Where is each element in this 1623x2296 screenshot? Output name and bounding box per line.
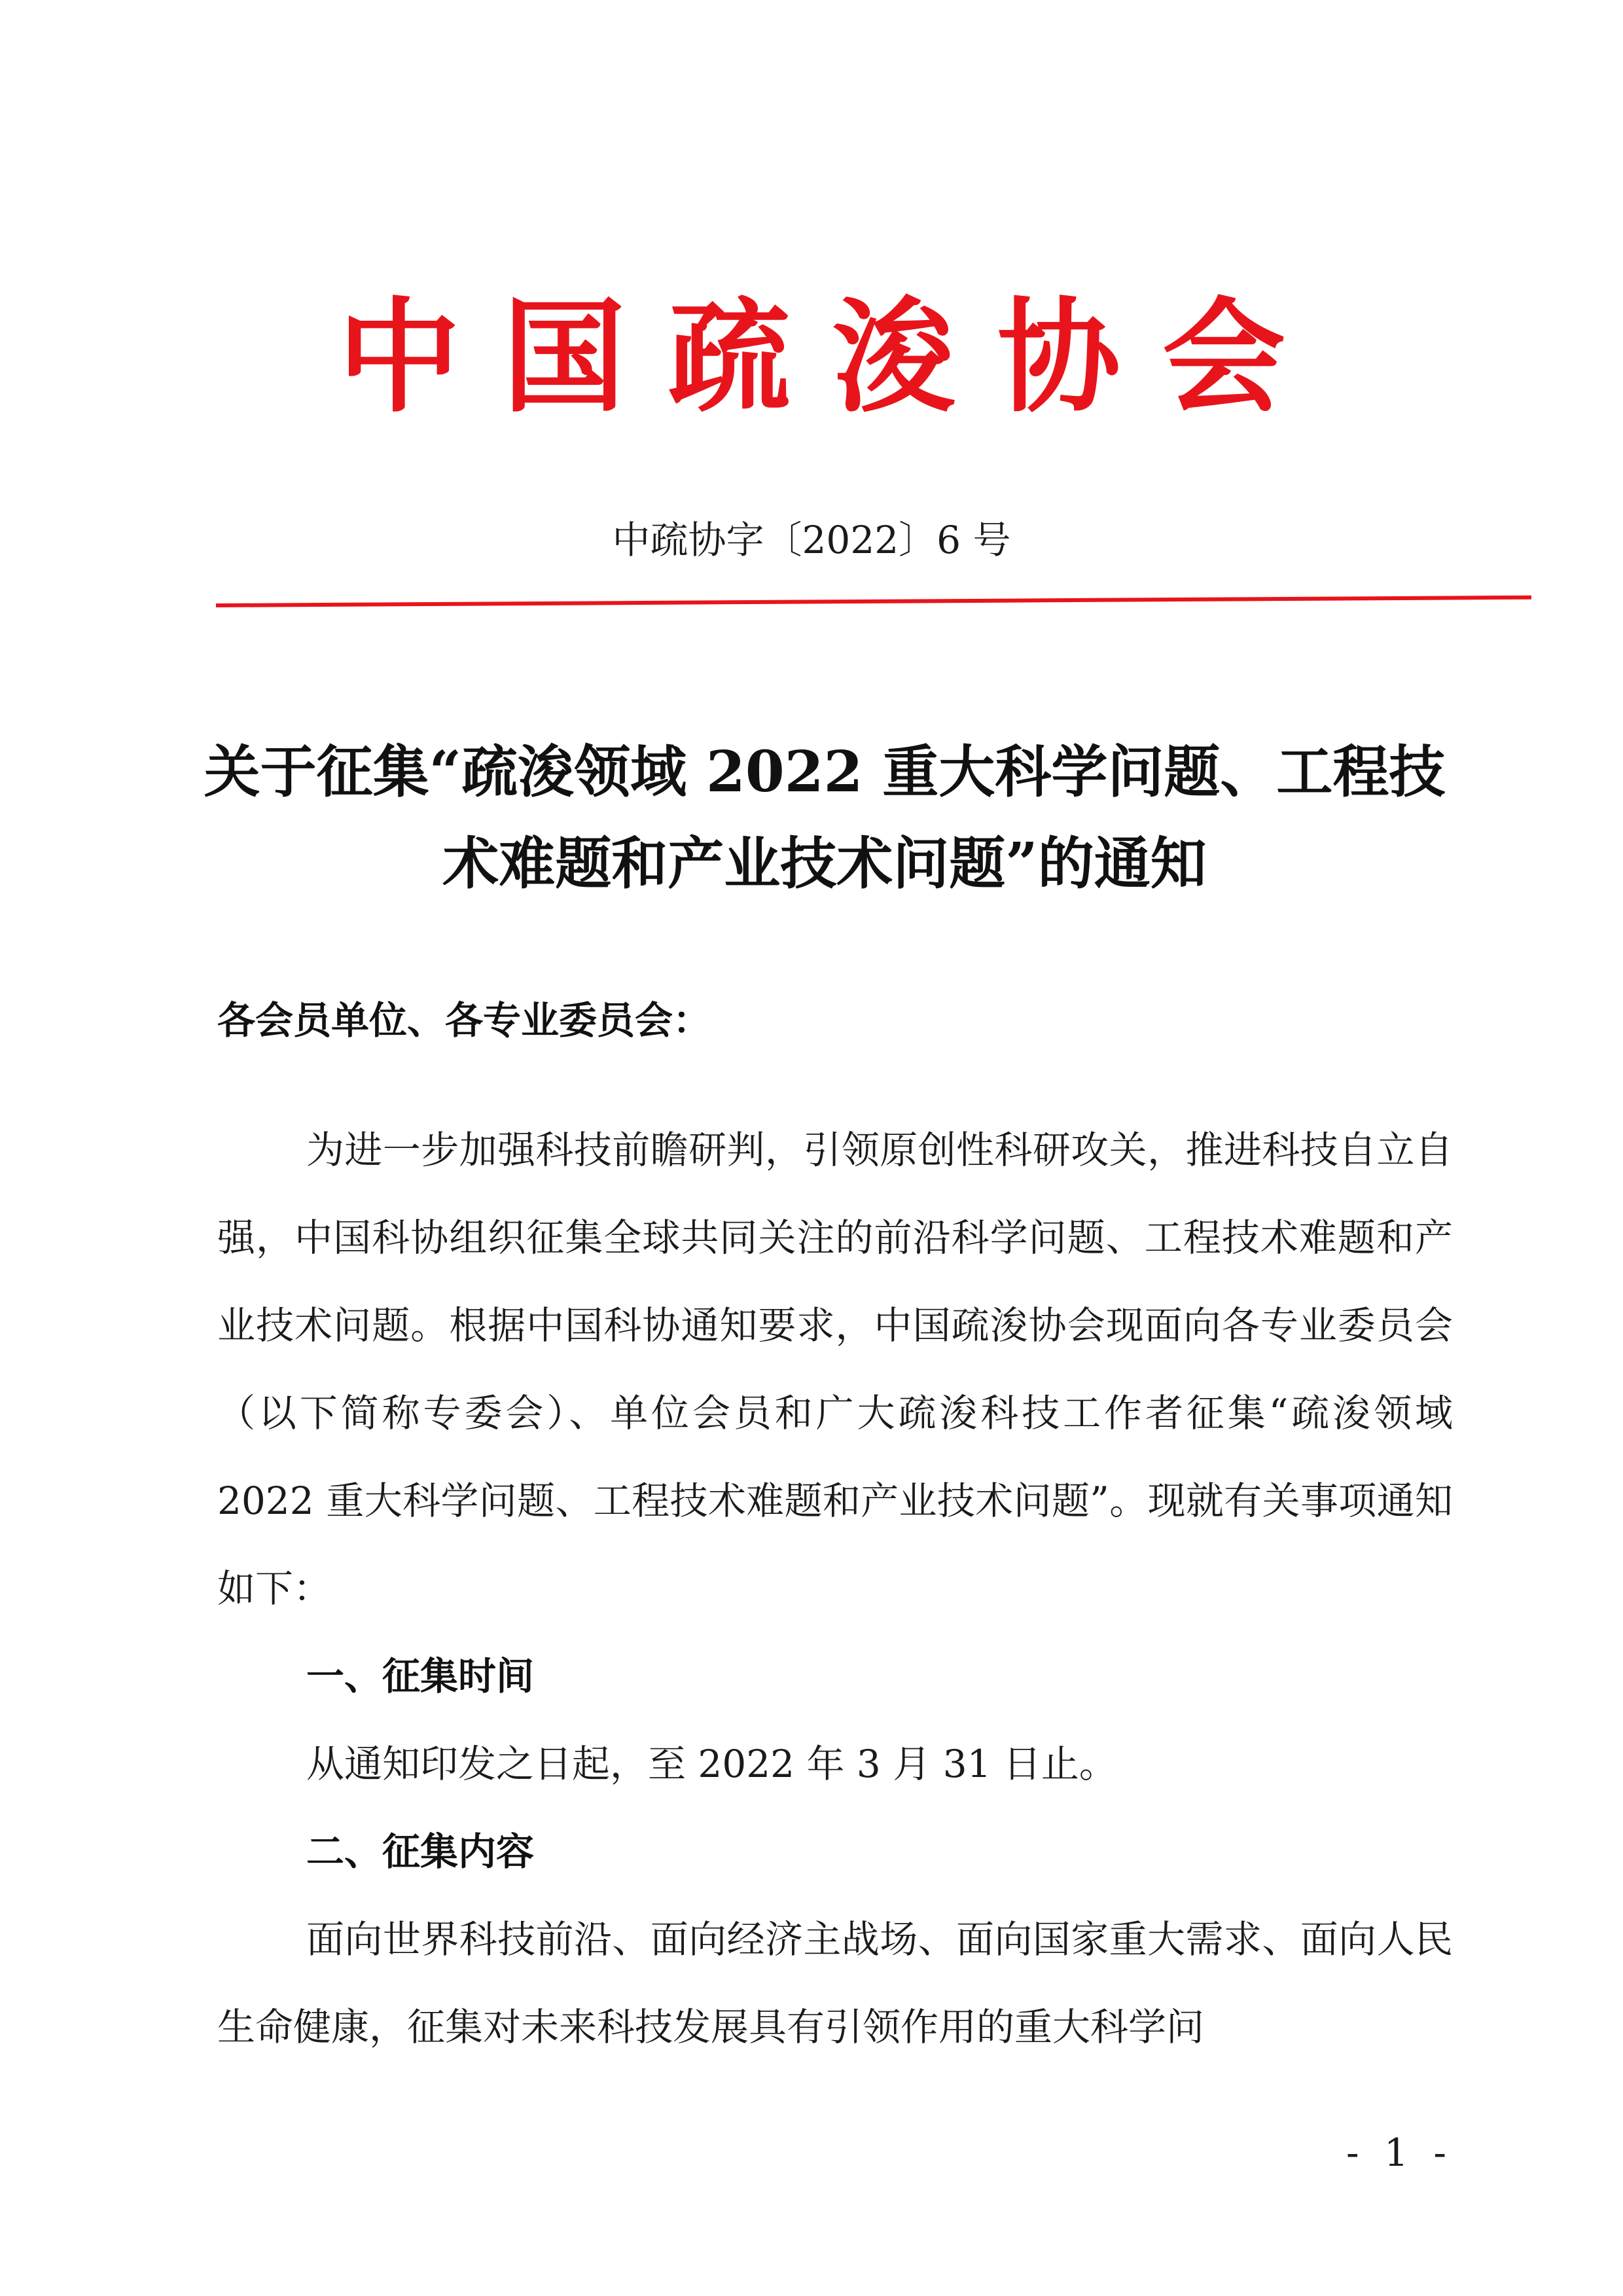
section-text-collection-time: 从通知印发之日起，至 2022 年 3 月 31 日止。: [306, 1742, 1117, 1786]
section-heading-collection-time: 一、征集时间: [306, 1654, 535, 1698]
page-number: - 1 -: [1346, 2130, 1453, 2175]
intro-paragraph: 为进一步加强科技前瞻研判，引领原创性科研攻关，推进科技自立自强，中国科协组织征集全球共同关注的前沿科学问题、工程技术难题和产业技术问题。根据中国科协通知要求，中国疏浚协会现面向各专业委员会（以下简称专委会）、单位会员和广大疏浚科技工作者征集“疏浚领域 2022 重大科学问题、工程技术难题和产业技术问题”。现就有关事项通知如下：: [217, 1128, 1453, 1611]
section-heading-collection-content: 二、征集内容: [306, 1829, 535, 1874]
document-body: [217, 1106, 1453, 2071]
letterhead-red-rule: [216, 596, 1531, 607]
document-title: 关于征集“疏浚领域 2022 重大科学问题、工程技术难题和产业技术问题”的通知: [204, 739, 1446, 897]
salutation: 各会员单位、各专业委员会：: [217, 998, 711, 1043]
document-number: 中疏协字〔2022〕6 号: [612, 518, 1011, 562]
letterhead-organization: 中国疏浚协会: [338, 285, 1327, 429]
section-text-collection-content: 面向世界科技前沿、面向经济主战场、面向国家重大需求、面向人民生命健康，征集对未来科技发展具有引领作用的重大科学问: [217, 1917, 1453, 2049]
